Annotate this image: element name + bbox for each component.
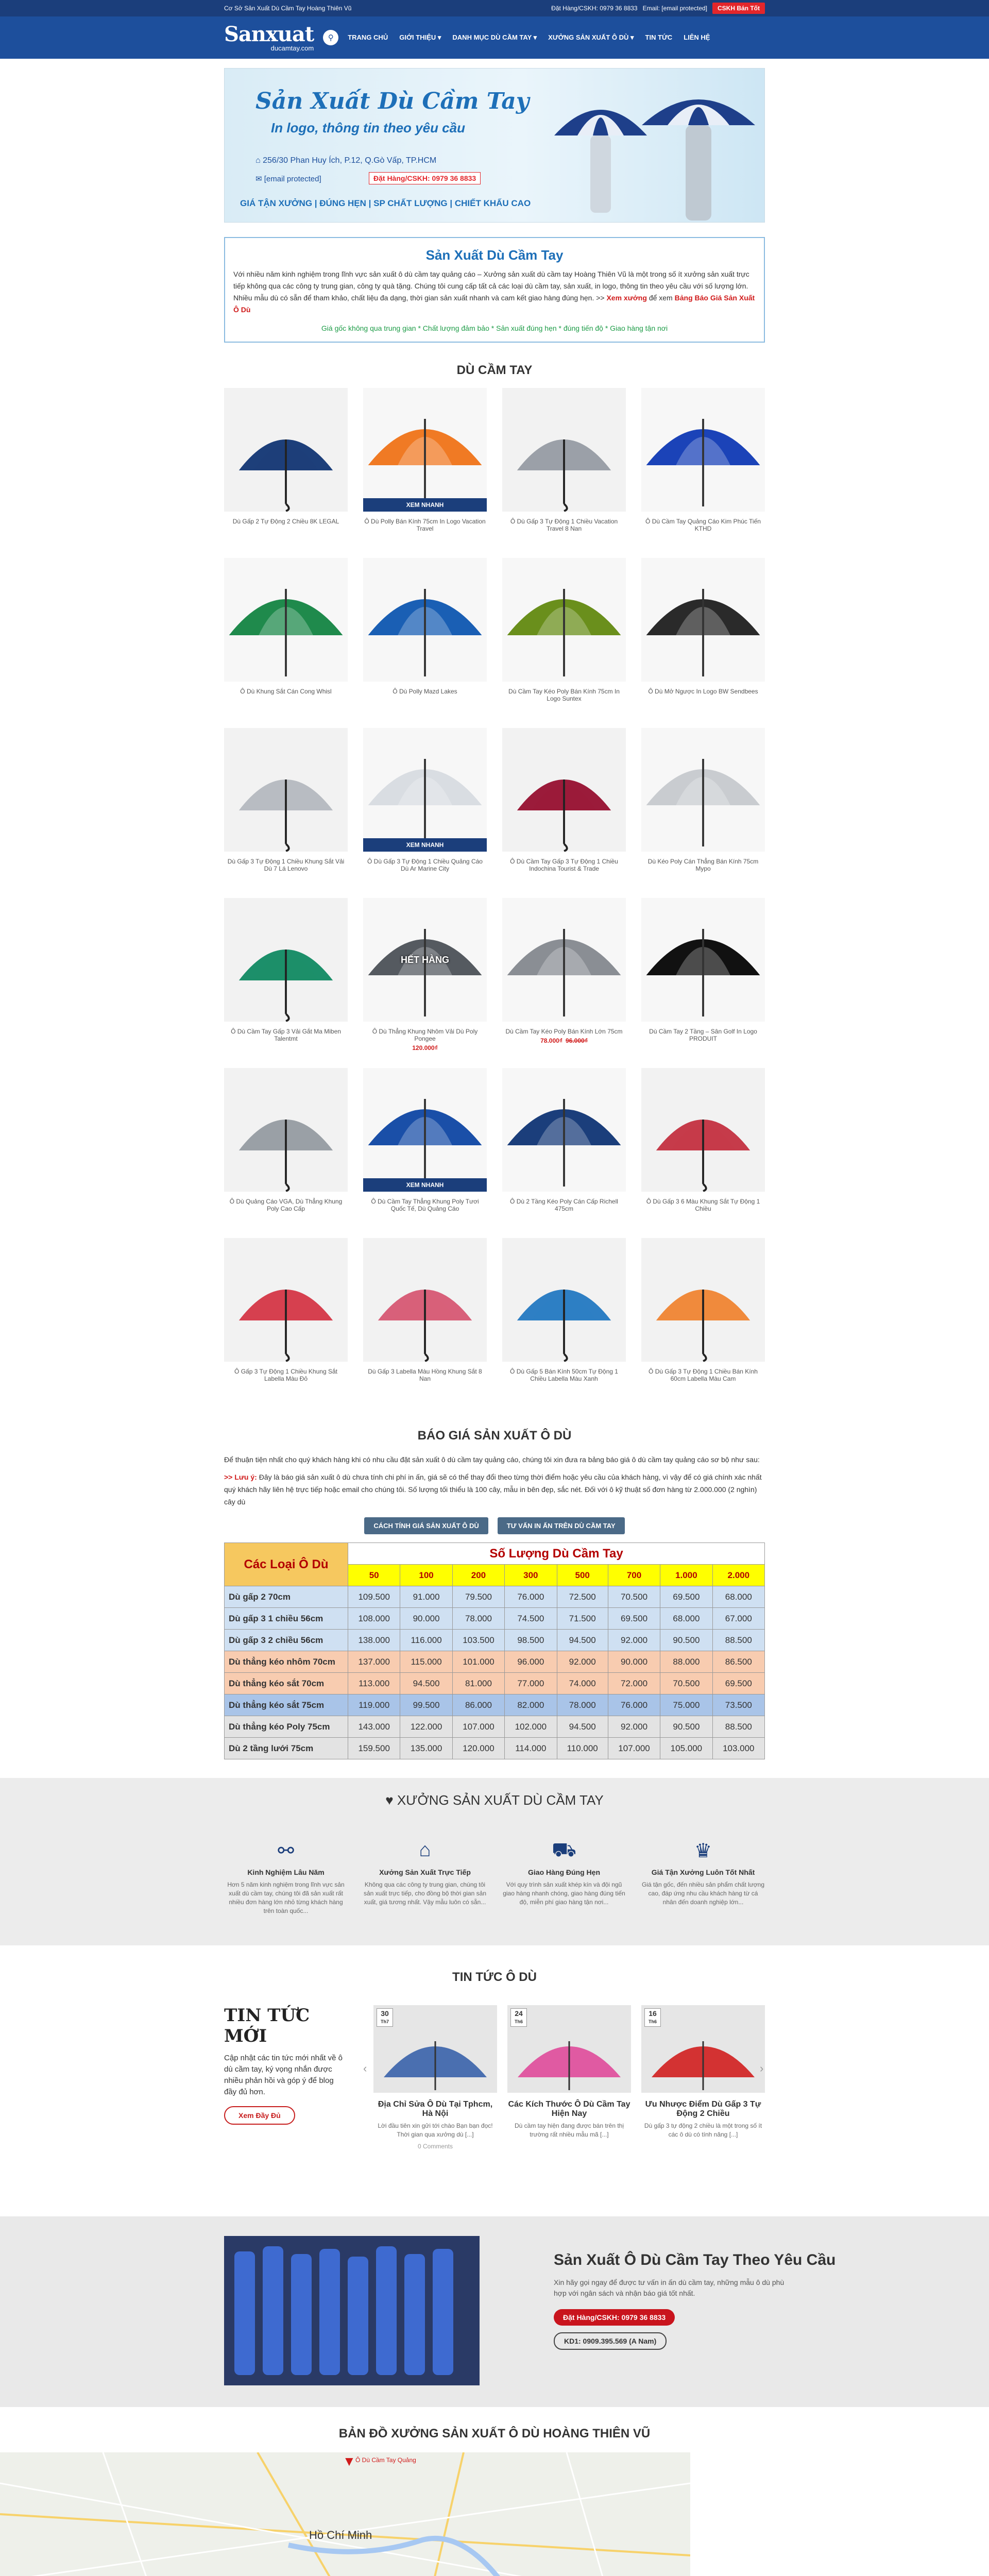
product-name[interactable]: Ô Dù Khung Sắt Cán Cong Whisl xyxy=(240,688,332,695)
product-image[interactable] xyxy=(502,1068,626,1192)
feature-text: Hơn 5 năm kinh nghiệm trong lĩnh vực sản xuất dù cầm tay, chúng tôi đã sản xuất rất nhiều đơn hàng lớn nhỏ từng khách hàng trên toàn quốc... xyxy=(227,1881,345,1914)
news-meta: 0 Comments xyxy=(417,2143,453,2150)
price-cell: 72.000 xyxy=(608,1673,660,1694)
price-cell: 107.000 xyxy=(608,1738,660,1759)
product-card[interactable] xyxy=(363,728,487,898)
price-cell: 102.000 xyxy=(505,1716,557,1738)
product-image[interactable] xyxy=(641,728,765,852)
banner-hotline: Đặt Hàng/CSKH: 0979 36 8833 xyxy=(369,172,481,184)
price-cell: 114.000 xyxy=(505,1738,557,1759)
pricing-note: >> Lưu ý: Đây là báo giá sản xuất ô dù chưa tính chi phí in ấn, giá sẽ có thể thay đổi theo từng thời điểm hoặc yêu cầu của khách hàng, vì vậy để có giá chính xác nhất quý khách hãy liên hệ trực tiếp hoặc email cho chúng tôi. Số lượng tối thiểu là 100 cây, mẫu in bên đẹp, sắc nét. Đối với ô kỹ thuật số đơn hàng từ 2.000.000 (2 nghìn) cây dù xyxy=(224,1473,762,1506)
price-cell: 69.500 xyxy=(712,1673,764,1694)
top-bar xyxy=(0,0,989,16)
umbrella-people-image xyxy=(544,79,760,223)
product-card[interactable] xyxy=(641,898,765,1068)
news-desc: Cập nhật các tin tức mới nhất về ô dù cầm tay, ký vọng nhắn được nhiều phản hồi và góp ý để blog đầy đủ hơn. xyxy=(224,2054,343,2096)
banner-title: Sản Xuất Dù Cầm Tay xyxy=(255,88,530,114)
price-cell: 75.000 xyxy=(660,1694,712,1716)
nav-contact[interactable]: LIÊN HỆ xyxy=(684,33,710,41)
price-cell: 92.000 xyxy=(608,1630,660,1651)
price-cell: 82.000 xyxy=(505,1694,557,1716)
price-cell: 70.500 xyxy=(608,1586,660,1608)
price-cell: 92.000 xyxy=(608,1716,660,1738)
product-card[interactable] xyxy=(641,558,765,728)
product-card[interactable] xyxy=(641,1238,765,1408)
news-excerpt: Dù gấp 3 tự động 2 chiều là một trong số ít các ô dù có tính năng [...] xyxy=(644,2122,762,2138)
custom-title: Sản Xuất Ô Dù Cầm Tay Theo Yêu Cầu xyxy=(554,2251,836,2268)
news-title[interactable]: Địa Chỉ Sửa Ô Dù Tại Tphcm, Hà Nội xyxy=(378,2100,493,2118)
feature-title: Giao Hàng Đúng Hẹn xyxy=(528,1868,600,1876)
price-cell: 98.500 xyxy=(505,1630,557,1651)
nav-news[interactable]: TIN TỨC xyxy=(645,33,673,41)
price-calc-button[interactable]: CÁCH TÍNH GIÁ SẢN XUẤT Ô DÙ xyxy=(364,1517,488,1534)
umbrella-type: Dù gấp 3 2 chiều 56cm xyxy=(225,1630,348,1651)
product-image[interactable] xyxy=(502,388,626,512)
price-cell: 78.000 xyxy=(557,1694,608,1716)
product-card[interactable] xyxy=(224,558,348,728)
price-cell: 120.000 xyxy=(452,1738,504,1759)
product-name[interactable]: Ô Dù Gấp 5 Bán Kính 50cm Tự Động 1 Chiều Labella Màu Xanh xyxy=(510,1368,618,1382)
product-image[interactable] xyxy=(641,388,765,512)
product-name[interactable]: Ô Dù Cầm Tay Gấp 3 Vải Gắt Ma Miben Talentmt xyxy=(231,1028,341,1042)
price-table xyxy=(224,1543,765,1759)
news-heading: TIN TỨC Ô DÙ xyxy=(452,1970,537,1984)
price-cell: 73.500 xyxy=(712,1694,764,1716)
product-name[interactable]: Dù Gấp 3 Tự Động 1 Chiều Khung Sắt Vải Dù 7 Lá Lenovo xyxy=(227,858,345,872)
price-cell: 86.500 xyxy=(712,1651,764,1673)
hero-banner[interactable] xyxy=(224,68,765,223)
custom-text: Xin hãy gọi ngay để được tư vấn in ấn dù cầm tay, những mẫu ô dù phù hợp với ngân sách và nhận báo giá tốt nhất. xyxy=(554,2278,785,2297)
product-card[interactable] xyxy=(363,558,487,728)
news-image[interactable] xyxy=(507,2005,631,2093)
product-price: 78.000₫ 96.000₫ xyxy=(540,1037,588,1044)
nav-workshop[interactable]: XƯỞNG SẢN XUẤT Ô DÙ ▾ xyxy=(548,33,634,41)
price-row xyxy=(225,1694,765,1716)
qty-header: 1.000 xyxy=(660,1565,712,1586)
product-name[interactable]: Dù Cầm Tay Kéo Poly Bán Kính Lớn 75cm xyxy=(505,1028,623,1035)
col-type-header: Các Loại Ô Dù xyxy=(225,1543,348,1586)
price-cell: 74.500 xyxy=(505,1608,557,1630)
product-name[interactable]: Ô Dù Mở Ngược In Logo BW Sendbees xyxy=(648,688,758,695)
product-image[interactable] xyxy=(224,1238,348,1362)
price-cell: 90.000 xyxy=(400,1608,452,1630)
price-cell: 143.000 xyxy=(348,1716,400,1738)
price-list-link[interactable]: Bảng Báo Giá Sản Xuất Ô Dù xyxy=(233,294,755,314)
price-cell: 122.000 xyxy=(400,1716,452,1738)
price-cell: 105.000 xyxy=(660,1738,712,1759)
price-cell: 76.000 xyxy=(505,1586,557,1608)
news-image[interactable] xyxy=(373,2005,497,2093)
news-title[interactable]: Các Kích Thước Ô Dù Cầm Tay Hiện Nay xyxy=(508,2100,630,2118)
heart-icon: ♥ xyxy=(385,1792,394,1808)
price-cell: 109.500 xyxy=(348,1586,400,1608)
price-row xyxy=(225,1630,765,1651)
order-hotline-button[interactable]: Đặt Hàng/CSKH: 0979 36 8833 xyxy=(554,2309,675,2326)
price-row xyxy=(225,1738,765,1759)
product-image[interactable] xyxy=(363,558,487,682)
product-grid xyxy=(224,388,765,1408)
news-image[interactable] xyxy=(641,2005,765,2093)
sales-phone-button[interactable]: KD1: 0909.395.569 (A Nam) xyxy=(554,2332,667,2350)
feature-title: Xưởng Sản Xuất Trực Tiếp xyxy=(379,1868,471,1876)
price-cell: 103.500 xyxy=(452,1630,504,1651)
pricing-section xyxy=(224,1429,765,1759)
nav-catalog[interactable]: DANH MỤC DÙ CẦM TAY ▾ xyxy=(452,33,537,41)
price-cell: 138.000 xyxy=(348,1630,400,1651)
price-cell: 110.000 xyxy=(557,1738,608,1759)
feature-title: Giá Tận Xưởng Luôn Tốt Nhất xyxy=(651,1868,755,1876)
price-cell: 108.000 xyxy=(348,1608,400,1630)
map-pin-icon[interactable]: ▼ xyxy=(343,2453,356,2469)
product-image[interactable] xyxy=(363,898,487,1022)
qty-header: 700 xyxy=(608,1565,660,1586)
price-cell: 79.500 xyxy=(452,1586,504,1608)
mail-icon: ✉ xyxy=(255,175,262,183)
prev-arrow-icon[interactable]: ‹ xyxy=(363,2062,367,2075)
products-heading: DÙ CẦM TAY xyxy=(456,363,533,377)
next-arrow-icon[interactable]: › xyxy=(760,2062,764,2075)
price-cell: 115.000 xyxy=(400,1651,452,1673)
feature-item xyxy=(363,1839,487,1916)
location-icon: ⌂ xyxy=(255,156,261,165)
top-email[interactable]: Email: [email protected] xyxy=(642,5,707,12)
price-cell: 92.000 xyxy=(557,1651,608,1673)
product-image[interactable] xyxy=(363,388,487,512)
product-name[interactable]: Ô Dù Gấp 3 Tự Động 1 Chiều Quảng Cáo Dù Ar Marine City xyxy=(367,858,483,872)
product-price: 120.000₫ xyxy=(412,1044,438,1052)
truck-icon: ⛟ xyxy=(552,1839,576,1861)
qty-header: 500 xyxy=(557,1565,608,1586)
product-image[interactable] xyxy=(641,558,765,682)
umbrella-type: Dù 2 tầng lưới 75cm xyxy=(225,1738,348,1759)
product-name[interactable]: Dù Cầm Tay 2 Tầng – Sân Golf In Logo PRODUIT xyxy=(649,1028,757,1042)
product-image[interactable] xyxy=(641,1068,765,1192)
product-name[interactable]: Ô Dù Cầm Tay Thẳng Khung Poly Tươi Quốc Tế, Dù Quảng Cáo xyxy=(371,1198,479,1212)
news-section xyxy=(224,1985,765,2216)
price-cell: 90.000 xyxy=(608,1651,660,1673)
product-image[interactable] xyxy=(363,1238,487,1362)
price-cell: 68.000 xyxy=(660,1608,712,1630)
handshake-icon: ⚯ xyxy=(278,1840,294,1862)
umbrella-stack-image xyxy=(224,2236,480,2385)
price-cell: 135.000 xyxy=(400,1738,452,1759)
price-cell: 159.500 xyxy=(348,1738,400,1759)
banner-tagline: GIÁ TẬN XƯỞNG | ĐÚNG HẸN | SP CHẤT LƯỢNG | CHIẾT KHẤU CAO xyxy=(240,198,531,208)
nav-about[interactable]: GIỚI THIỆU ▾ xyxy=(399,33,441,41)
product-name[interactable]: Ô Dù 2 Tầng Kéo Poly Cán Cấp Richell 475cm xyxy=(510,1198,618,1212)
price-row xyxy=(225,1586,765,1608)
workshop-link[interactable]: Xem xưởng xyxy=(606,294,647,302)
intro-note: Giá gốc không qua trung gian * Chất lượng đảm bảo * Sản xuất đúng hẹn * đúng tiến độ * Giao hàng tận nơi xyxy=(321,324,668,332)
price-cell: 72.500 xyxy=(557,1586,608,1608)
product-card[interactable] xyxy=(224,1068,348,1238)
price-cell: 69.500 xyxy=(660,1586,712,1608)
price-cell: 91.000 xyxy=(400,1586,452,1608)
price-cell: 74.000 xyxy=(557,1673,608,1694)
price-cell: 70.500 xyxy=(660,1673,712,1694)
price-cell: 88.000 xyxy=(660,1651,712,1673)
product-name[interactable]: Dù Gấp 2 Tự Động 2 Chiều 8K LEGAL xyxy=(232,518,339,525)
product-card[interactable] xyxy=(363,388,487,558)
col-qty-header: Số Lượng Dù Cầm Tay xyxy=(348,1543,765,1565)
pricing-heading: BÁO GIÁ SẢN XUẤT Ô DÙ xyxy=(417,1429,572,1443)
price-cell: 69.500 xyxy=(608,1608,660,1630)
search-icon[interactable]: ⚲ xyxy=(323,30,338,45)
product-card[interactable] xyxy=(502,1068,626,1238)
product-image[interactable] xyxy=(502,1238,626,1362)
product-name[interactable]: Dù Kéo Poly Cán Thẳng Bán Kính 75cm Mypo xyxy=(647,858,759,872)
main-nav xyxy=(348,33,710,42)
product-image[interactable] xyxy=(641,898,765,1022)
price-row xyxy=(225,1651,765,1673)
umbrella-type: Dù gấp 2 70cm xyxy=(225,1586,348,1608)
top-hot-button[interactable]: CSKH Bán Tốt xyxy=(712,3,765,14)
product-card[interactable] xyxy=(224,898,348,1068)
umbrella-type: Dù thẳng kéo sắt 75cm xyxy=(225,1694,348,1716)
price-cell: 71.500 xyxy=(557,1608,608,1630)
product-image[interactable] xyxy=(224,1068,348,1192)
product-card[interactable] xyxy=(363,1238,487,1408)
price-cell: 77.000 xyxy=(505,1673,557,1694)
banner-subtitle: In logo, thông tin theo yêu cầu xyxy=(271,120,465,135)
intro-title: Sản Xuất Dù Cầm Tay xyxy=(425,247,564,263)
product-image[interactable] xyxy=(502,558,626,682)
umbrella-type: Dù thẳng kéo Poly 75cm xyxy=(225,1716,348,1738)
quick-view-badge[interactable]: XEM NHANH xyxy=(363,498,487,512)
trophy-icon: ♛ xyxy=(694,1840,712,1862)
price-cell: 137.000 xyxy=(348,1651,400,1673)
quick-view-badge[interactable]: XEM NHANH xyxy=(363,838,487,852)
price-cell: 101.000 xyxy=(452,1651,504,1673)
product-image[interactable] xyxy=(224,558,348,682)
pricing-intro: Để thuận tiện nhất cho quý khách hàng khi có nhu cầu đặt sản xuất ô dù cầm tay quảng cáo, chúng tôi xin đưa ra bảng báo giá ô dù cầm tay quảng cáo sơ bộ như sau: xyxy=(224,1455,760,1464)
product-card[interactable] xyxy=(224,388,348,558)
news-excerpt: Dù cầm tay hiện đang được bán trên thị trường rất nhiều mẫu mã [...] xyxy=(514,2122,624,2138)
umbrella-type: Dù gấp 3 1 chiều 56cm xyxy=(225,1608,348,1630)
umbrella-type: Dù thẳng kéo nhôm 70cm xyxy=(225,1651,348,1673)
sold-out-label: HẾT HÀNG xyxy=(401,955,449,965)
qty-header: 100 xyxy=(400,1565,452,1586)
product-image[interactable] xyxy=(224,898,348,1022)
product-card[interactable] xyxy=(224,728,348,898)
product-image[interactable] xyxy=(502,728,626,852)
logo-sub: ducamtay.com xyxy=(270,44,314,52)
price-row xyxy=(225,1673,765,1694)
product-name[interactable]: Ô Dù Polly Mazd Lakes xyxy=(393,688,457,695)
intro-box xyxy=(224,237,765,343)
qty-header: 2.000 xyxy=(712,1565,764,1586)
price-cell: 78.000 xyxy=(452,1608,504,1630)
qty-header: 200 xyxy=(452,1565,504,1586)
news-excerpt: Lời đầu tiên xin gửi tới chào Bạn bạn đọc! Thời gian qua xưởng dù [...] xyxy=(378,2122,493,2138)
map-pin-label: Ô Dù Cầm Tay Quảng xyxy=(355,2456,416,2464)
price-cell: 94.500 xyxy=(557,1630,608,1651)
news-title[interactable]: Ưu Nhược Điểm Dù Gấp 3 Tự Động 2 Chiều xyxy=(645,2100,761,2118)
price-cell: 107.000 xyxy=(452,1716,504,1738)
price-cell: 116.000 xyxy=(400,1630,452,1651)
factory-icon: ⌂ xyxy=(419,1839,431,1861)
product-image[interactable] xyxy=(224,388,348,512)
price-cell: 113.000 xyxy=(348,1673,400,1694)
price-row xyxy=(225,1608,765,1630)
umbrella-type: Dù thẳng kéo sắt 70cm xyxy=(225,1673,348,1694)
feature-item xyxy=(502,1839,626,1916)
price-cell: 103.000 xyxy=(712,1738,764,1759)
product-card[interactable] xyxy=(502,898,626,1068)
map-embed[interactable] xyxy=(0,2452,989,2576)
product-image[interactable] xyxy=(641,1238,765,1362)
price-cell: 119.000 xyxy=(348,1694,400,1716)
custom-order-section xyxy=(0,2216,989,2407)
price-cell: 86.000 xyxy=(452,1694,504,1716)
product-name[interactable]: Ô Dù Thẳng Khung Nhôm Vải Dù Poly Pongee xyxy=(372,1028,478,1042)
map-city-label: Hồ Chí Minh xyxy=(309,2529,372,2541)
logo-main: Sanxuat xyxy=(224,22,314,46)
feature-list xyxy=(224,1839,765,1916)
product-image[interactable] xyxy=(363,1068,487,1192)
feature-item xyxy=(641,1839,765,1916)
news-date: 16 Th6 xyxy=(644,2008,661,2027)
price-cell: 90.500 xyxy=(660,1630,712,1651)
banner-address: ⌂ 256/30 Phan Huy Ích, P.12, Q.Gò Vấp, TP.HCM xyxy=(255,156,437,165)
price-cell: 94.500 xyxy=(557,1716,608,1738)
price-cell: 76.000 xyxy=(608,1694,660,1716)
price-cell: 68.000 xyxy=(712,1586,764,1608)
site-tagline: Cơ Sở Sản Xuất Dù Cầm Tay Hoàng Thiên Vũ xyxy=(224,5,352,12)
price-cell: 67.000 xyxy=(712,1608,764,1630)
qty-header: 300 xyxy=(505,1565,557,1586)
product-old-price: 96.000₫ xyxy=(566,1037,588,1044)
product-card[interactable] xyxy=(224,1238,348,1408)
product-card[interactable] xyxy=(363,898,487,1068)
price-cell: 88.500 xyxy=(712,1716,764,1738)
main-header xyxy=(0,16,989,59)
workshop-section xyxy=(0,1778,989,1945)
feature-title: Kinh Nghiệm Lâu Năm xyxy=(247,1868,325,1876)
product-name[interactable]: Dù Cầm Tay Kéo Poly Bán Kính 75cm In Logo Suntex xyxy=(508,688,620,702)
product-card[interactable] xyxy=(502,728,626,898)
feature-text: Không qua các công ty trung gian, chúng tôi sản xuất trực tiếp, cho đồng bộ thời gian sản xuất, giá tương nhất. Vậy mẫu luôn có sẵn... xyxy=(363,1881,487,1906)
product-card[interactable] xyxy=(502,1238,626,1408)
feature-item xyxy=(224,1839,348,1916)
site-logo[interactable] xyxy=(224,24,314,52)
price-cell: 99.500 xyxy=(400,1694,452,1716)
price-cell: 94.500 xyxy=(400,1673,452,1694)
feature-text: Với quy trình sản xuất khép kín và đội ngũ giao hàng nhanh chóng, giao hàng đúng tiến độ, miễn phí giao hàng tận nơi... xyxy=(503,1881,625,1906)
price-cell: 96.000 xyxy=(505,1651,557,1673)
workshop-title: ♥ XƯỞNG SẢN XUẤT DÙ CẦM TAY xyxy=(385,1792,604,1808)
news-title: TIN TỨC MỚI xyxy=(224,2005,310,2046)
banner-email: ✉ [email protected] xyxy=(255,175,321,183)
product-card[interactable] xyxy=(363,1068,487,1238)
quick-view-badge[interactable]: XEM NHANH xyxy=(363,1178,487,1192)
top-phone[interactable]: Đặt Hàng/CSKH: 0979 36 8833 xyxy=(551,5,638,12)
price-cell: 90.500 xyxy=(660,1716,712,1738)
news-date: 30 Th7 xyxy=(377,2008,393,2027)
print-advice-button[interactable]: TƯ VẤN IN ẤN TRÊN DÙ CẦM TAY xyxy=(498,1517,625,1534)
product-name[interactable]: Ô Dù Gấp 3 Tự Động 1 Chiều Vacation Travel 8 Nan xyxy=(510,518,618,532)
price-cell: 81.000 xyxy=(452,1673,504,1694)
product-name[interactable]: Ô Dù Polly Bán Kính 75cm In Logo Vacation Travel xyxy=(364,518,486,532)
news-card[interactable] xyxy=(507,2005,631,2155)
product-card[interactable] xyxy=(641,1068,765,1238)
nav-home[interactable]: TRANG CHỦ xyxy=(348,33,388,41)
product-image[interactable] xyxy=(363,728,487,852)
product-card[interactable] xyxy=(641,728,765,898)
map-heading: BẢN ĐỒ XƯỞNG SẢN XUẤT Ô DÙ HOÀNG THIÊN VŨ xyxy=(338,2427,651,2441)
product-card[interactable] xyxy=(502,388,626,558)
product-card[interactable] xyxy=(502,558,626,728)
qty-header: 50 xyxy=(348,1565,400,1586)
news-card[interactable] xyxy=(641,2005,765,2155)
price-cell: 88.500 xyxy=(712,1630,764,1651)
product-name[interactable]: Dù Gấp 3 Labella Màu Hồng Khung Sắt 8 Nan xyxy=(368,1368,482,1382)
intro-text: Với nhiều năm kinh nghiệm trong lĩnh vực sản xuất ô dù cầm tay quảng cáo – Xưởng sản xuất dù cầm tay Hoàng Thiên Vũ là một trong số ít xưởng sản xuất trực tiếp không qua các công ty trung gian, công ty quà tặng. Chúng tôi cung cấp tất cả các loại dù cầm tay, sản xuất, in logo, thông tin theo yêu cầu với số lượng lớn. Nhiều mẫu dù có sẵn để tham khảo, chất liệu đa dạng, thời gian sản xuất nhanh và cam kết giao hàng đúng hẹn. >> Xem xưởng để xem Bảng Báo Giá Sản Xuất Ô Dù xyxy=(233,270,755,314)
product-image[interactable] xyxy=(224,728,348,852)
product-card[interactable] xyxy=(641,388,765,558)
price-row xyxy=(225,1716,765,1738)
news-card[interactable] xyxy=(373,2005,497,2155)
feature-text: Giá tận gốc, đến nhiều sản phẩm chất lượng cao, đáp ứng nhu cầu khách hàng từ cá nhân đến doanh nghiệp lớn... xyxy=(641,1881,765,1906)
product-name[interactable]: Ô Gấp 3 Tự Động 1 Chiều Khung Sắt Labella Màu Đỏ xyxy=(234,1368,337,1382)
product-image[interactable] xyxy=(502,898,626,1022)
news-date: 24 Th6 xyxy=(510,2008,527,2027)
product-name[interactable]: Ô Dù Gấp 3 Tự Động 1 Chiều Bán Kính 60cm Labella Màu Cam xyxy=(649,1368,758,1382)
view-all-button[interactable]: Xem Đầy Đủ xyxy=(224,2106,295,2125)
product-name[interactable]: Ô Dù Cầm Tay Gấp 3 Tự Động 1 Chiều Indochina Tourist & Trade xyxy=(510,858,618,872)
product-name[interactable]: Ô Dù Cầm Tay Quảng Cáo Kim Phúc Tiến KTHD xyxy=(645,518,761,532)
product-name[interactable]: Ô Dù Quảng Cáo VGA, Dù Thẳng Khung Poly Cao Cấp xyxy=(229,1198,343,1212)
product-name[interactable]: Ô Dù Gấp 3 6 Màu Khung Sắt Tự Động 1 Chiều xyxy=(646,1198,760,1212)
